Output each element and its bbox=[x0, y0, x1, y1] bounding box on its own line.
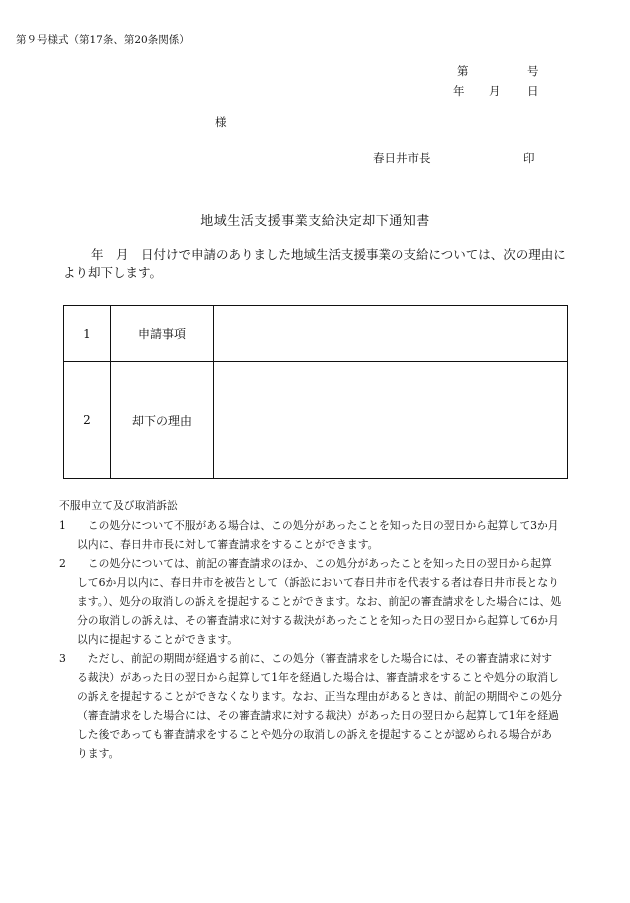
addressee-suffix: 様 bbox=[215, 115, 227, 129]
date-year-label: 年 bbox=[453, 84, 465, 98]
decision-table bbox=[63, 305, 568, 479]
appeal-notes bbox=[57, 496, 562, 763]
rejection-reason-field bbox=[214, 362, 568, 479]
notes-heading: 不服申立て及び取消訴訟 bbox=[59, 499, 178, 512]
note-number: 2 bbox=[59, 557, 66, 570]
application-matter-field bbox=[214, 306, 568, 362]
row-item-label: 申請事項 bbox=[111, 306, 214, 362]
date-month-label: 月 bbox=[489, 84, 501, 98]
row-number: 2 bbox=[64, 362, 111, 479]
date-day-label: 日 bbox=[527, 84, 539, 98]
note-text: この処分について不服がある場合は、この処分があったことを知った日の翌日から起算して3か月以内に、春日井市長に対して審査請求をすることができます。 bbox=[77, 519, 559, 551]
note-number: 3 bbox=[59, 652, 66, 665]
number-dai-label: 第 bbox=[457, 64, 469, 78]
list-item bbox=[57, 516, 562, 554]
number-go-label: 号 bbox=[527, 64, 539, 78]
list-item bbox=[57, 649, 562, 763]
intro-paragraph: 年 月 日付けで申請のありました地域生活支援事業の支給については、次の理由により却下します。 bbox=[63, 247, 566, 280]
note-number: 1 bbox=[59, 519, 66, 532]
seal-mark: 印 bbox=[523, 151, 535, 165]
note-text: この処分については、前記の審査請求のほか、この処分があったことを知った日の翌日から起算して6か月以内に、春日井市を被告として（訴訟において春日井市を代表する者は春日井市長となります。）、処分の取消しの訴えを提起することができます。なお、前記の審査請求をした場合には、処分の取消しの訴えは、その審査請求に対する裁決があったことを知った日の翌日から起算して6か月以内に提起することができます。 bbox=[77, 557, 562, 646]
table-row bbox=[64, 306, 568, 362]
row-item-label: 却下の理由 bbox=[111, 362, 214, 479]
table-row bbox=[64, 362, 568, 479]
list-item bbox=[57, 554, 562, 649]
form-id: 第９号様式（第17条、第20条関係） bbox=[16, 34, 190, 46]
document-title: 地域生活支援事業支給決定却下通知書 bbox=[200, 214, 430, 229]
row-number: 1 bbox=[64, 306, 111, 362]
note-text: ただし、前記の期間が経過する前に、この処分（審査請求をした場合には、その審査請求に対する裁決）があった日の翌日から起算して1年を経過した場合は、審査請求をすることや処分の取消しの訴えを提起することができなくなります。なお、正当な理由があるときは、前記の期間やこの処分（審査請求をした場合には、その審査請求に対する裁決）があった日の翌日から起算して1年を経過した後であっても審査請求をすることや処分の取消しの訴えを提起することが認められる場合があります。 bbox=[77, 652, 562, 760]
issuer-name: 春日井市長 bbox=[373, 151, 431, 165]
